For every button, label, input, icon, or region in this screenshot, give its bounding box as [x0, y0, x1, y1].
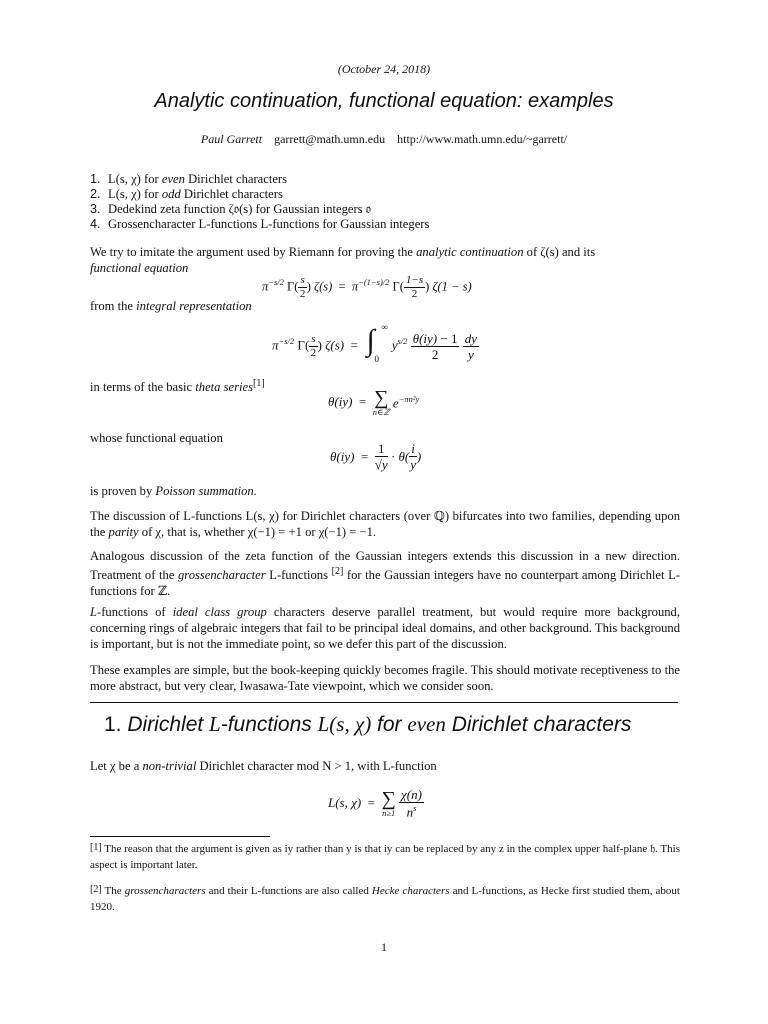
toc-item[interactable]	[90, 202, 690, 217]
toc-emphasis: odd	[161, 187, 181, 201]
heading-text: for	[371, 713, 408, 736]
date-line: (October 24, 2018)	[337, 62, 431, 76]
intro-paragraph	[90, 244, 680, 276]
poisson-line	[90, 483, 680, 499]
toc-number: 1.	[90, 172, 101, 186]
text: Dirichlet character mod N > 1, with L-function	[196, 759, 437, 773]
footnote-text: The	[101, 885, 125, 897]
emphasis: functional equation	[90, 261, 189, 275]
toc-emphasis: even	[161, 172, 185, 186]
emphasis: L	[90, 605, 98, 619]
author-email[interactable]: garrett@math.umn.edu	[274, 132, 386, 146]
text: L-functions	[265, 568, 332, 582]
footnote-emphasis: Hecke characters	[371, 885, 450, 897]
footnote-ref[interactable]: [1]	[253, 378, 265, 389]
toc-text: Dirichlet characters	[180, 187, 283, 201]
footnote-text: and their L-functions are also called	[205, 885, 372, 897]
section-number: 1.	[104, 713, 122, 736]
equation-functional: $\pi^{-s/2}$ Γ( $\frac{s}{2}$ ) $\zeta(s) = \pi^{-(1-s)/2}$ Γ( $\frac{1-s}{2}$ ) ζ(1 − s)	[262, 274, 472, 300]
emphasis: non-trivial	[142, 759, 197, 773]
equation-l-function: L(s, χ) = ∑ n≥1 $\frac{\chi(n)}{n^s}$	[328, 787, 422, 820]
toc-text: Dedekind zeta function ζ𝔬(s) for Gaussian integers 𝔬	[108, 202, 371, 216]
heading-emphasis: even	[407, 712, 446, 736]
toc-text: Dirichlet characters	[184, 172, 288, 186]
footnote-text: The reason that the argument is given as iy rather than y is that iy can be replaced by any z in the complex upper half-plane 𝔥. This aspect is important later.	[90, 843, 680, 871]
section-heading	[104, 712, 631, 737]
toc-item[interactable]	[90, 172, 690, 187]
text: The discussion of L-functions L(s, χ) for Dirichlet characters (over ℚ) bifurcates into two families, depending upon the	[90, 509, 680, 539]
toc-text: L(s, χ) for	[108, 187, 162, 201]
section-text	[90, 758, 680, 774]
footnote-2	[90, 882, 680, 915]
footnote-1	[90, 840, 680, 873]
text: for the Gaussian integers have no counterpart among Dirichlet L-functions for ℤ.	[90, 568, 680, 598]
text: in terms of the basic	[90, 380, 196, 394]
section-rule	[90, 702, 678, 703]
toc-number: 2.	[90, 187, 101, 201]
page-title: Analytic continuation, functional equation: examples	[154, 90, 614, 112]
text: Analogous discussion of the zeta function of the Gaussian integers extends this discussion in a new direction. Treatment of the	[90, 549, 680, 582]
page-number: 1	[381, 940, 387, 954]
heading-text: L	[209, 712, 221, 736]
footnote-mark: [2]	[90, 884, 102, 895]
toc-number: 4.	[90, 217, 101, 231]
equation-theta-functional: θ(iy) = $\frac{1}{√y}$ · θ( $\frac{i}{y}$ )	[330, 441, 422, 472]
emphasis: grossencharacter	[177, 568, 266, 582]
functional-intro: whose functional equation	[90, 431, 223, 445]
text: of χ, that is, whether χ(−1) = +1 or χ(−1) = −1.	[138, 525, 377, 539]
toc-item[interactable]	[90, 187, 690, 202]
text: of ζ(s) and its	[523, 245, 596, 259]
heading-math: L(s, χ)	[317, 712, 372, 736]
heading-text: Dirichlet	[127, 713, 210, 736]
toc-item[interactable]	[90, 217, 690, 232]
emphasis: theta series	[195, 380, 253, 394]
toc-number: 3.	[90, 202, 101, 216]
footnote-mark: [1]	[90, 842, 102, 853]
footnote-text: and L-functions, as Hecke first studied them, about 1920.	[90, 885, 680, 913]
heading-text: Dirichlet characters	[445, 713, 632, 736]
footnote-rule	[90, 836, 270, 837]
paragraph-parity	[90, 508, 680, 540]
text: from the	[90, 299, 137, 313]
footnote-ref[interactable]: [2]	[331, 566, 344, 577]
emphasis: parity	[108, 525, 139, 539]
toc-list	[90, 172, 690, 232]
emphasis: integral representation	[136, 299, 252, 313]
paragraph-class-group	[90, 604, 680, 652]
text: Let χ be a	[90, 759, 143, 773]
paragraph-examples: These examples are simple, but the book-keeping quickly becomes fragile. This should motivate receptiveness to the more abstract, but very clear, Iwasawa-Tate viewpoint, which we consider soon.	[90, 663, 680, 693]
equation-theta: θ(iy) = ∑ n∈ℤ $e^{-\pi n^2y}$	[328, 387, 420, 417]
emphasis: ideal class group	[172, 605, 267, 619]
author-line	[0, 132, 768, 147]
author-url[interactable]: http://www.math.umn.edu/~garrett/	[397, 132, 568, 146]
equation-integral: $\pi^{-s/2}$ Γ( $\frac{s}{2}$ ) ζ(s) = ∫ ∞ 0 $y^{s/2}$ $\frac{\theta(iy) - 1}{2}$ $\frac{dy}{y}$	[272, 322, 477, 364]
author-name: Paul Garrett	[200, 132, 263, 146]
toc-text: Grossencharacter L-functions L-functions for Gaussian integers	[108, 217, 430, 231]
text: characters deserve parallel treatment, but would require more background, concerning rings of algebraic integers that fail to be principal ideal domains, and other background. This background is important, but is not the immediate point, so we defer this part of the discussion.	[90, 605, 680, 651]
paragraph-gaussian	[90, 548, 680, 599]
toc-text: L(s, χ) for	[108, 172, 162, 186]
integral-intro	[90, 298, 680, 314]
heading-text: -functions	[220, 713, 318, 736]
text: -functions of	[97, 605, 173, 619]
emphasis: Poisson summation.	[155, 484, 257, 498]
footnote-emphasis: grossencharacters	[124, 885, 206, 897]
text: is proven by	[90, 484, 156, 498]
emphasis: analytic continuation	[416, 245, 524, 259]
text: We try to imitate the argument used by Riemann for proving the	[90, 245, 417, 259]
